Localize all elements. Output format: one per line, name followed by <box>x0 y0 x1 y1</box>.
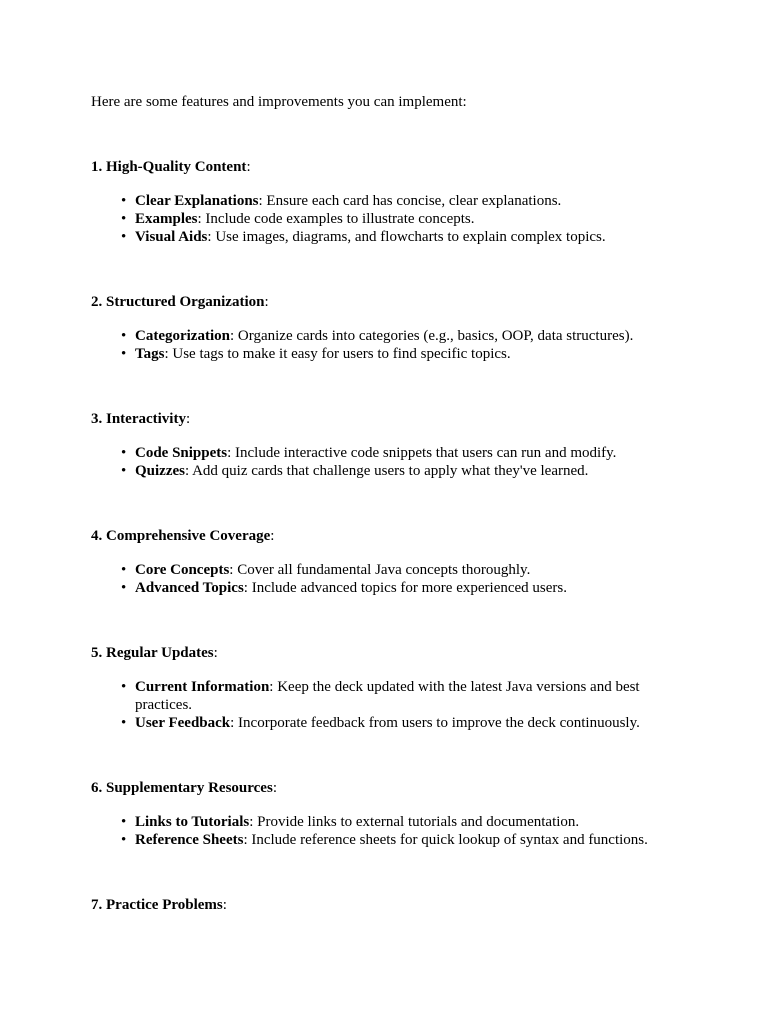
bullet-list <box>91 678 671 732</box>
list-item <box>121 714 671 732</box>
bullet-icon: • <box>121 814 127 830</box>
list-item-text: : Include interactive code snippets that users can run and modify. <box>227 445 617 461</box>
bullet-list <box>91 561 671 597</box>
bullet-icon: • <box>121 832 127 848</box>
list-item-term: Advanced Topics <box>135 580 244 596</box>
list-item-text: : Incorporate feedback from users to improve the deck continuously. <box>230 715 640 731</box>
list-item-term: Clear Explanations <box>135 193 259 209</box>
section-title-text: Regular Updates <box>106 645 214 661</box>
section-title <box>91 411 186 427</box>
section-heading <box>91 410 671 428</box>
section-heading-colon: : <box>185 411 191 427</box>
section-number: 2. <box>91 294 103 310</box>
section-heading <box>91 896 671 914</box>
list-item-text: : Cover all fundamental Java concepts thoroughly. <box>229 562 531 578</box>
section-number: 7. <box>91 897 103 913</box>
section-heading-colon: : <box>213 645 218 661</box>
section-heading <box>91 527 671 545</box>
list-item <box>121 210 671 228</box>
list-item <box>121 813 671 831</box>
list-item <box>121 228 671 246</box>
list-item <box>121 327 671 345</box>
list-item-text: : Include code examples to illustrate concepts. <box>197 211 475 227</box>
section-heading-colon: : <box>246 159 251 175</box>
list-item-text: : Use tags to make it easy for users to find specific topics. <box>164 346 511 362</box>
list-item-text: : Use images, diagrams, and flowcharts to explain complex topics. <box>207 229 606 245</box>
section-heading <box>91 779 671 797</box>
list-item-term: Current Information <box>135 679 270 695</box>
section-title <box>91 294 264 310</box>
list-item-text: : Provide links to external tutorials and documentation. <box>249 814 580 830</box>
bullet-icon: • <box>121 679 127 695</box>
section-heading <box>91 158 671 176</box>
bullet-list <box>91 192 671 246</box>
list-item-term: Core Concepts <box>135 562 230 578</box>
document-page <box>91 93 671 914</box>
feature-sections <box>91 158 671 914</box>
section-heading <box>91 293 671 311</box>
section-title-text: Practice Problems <box>106 897 223 913</box>
bullet-icon: • <box>121 211 127 227</box>
list-item <box>121 561 671 579</box>
list-item <box>121 345 671 363</box>
section-title <box>91 645 214 661</box>
list-item-term: Reference Sheets <box>135 832 244 848</box>
bullet-icon: • <box>121 463 127 479</box>
section-heading-colon: : <box>272 780 277 796</box>
bullet-icon: • <box>121 715 127 731</box>
section-heading-colon: : <box>270 528 275 544</box>
list-item-text: : Add quiz cards that challenge users to apply what they've learned. <box>185 463 589 479</box>
section-number: 1. <box>91 159 103 175</box>
section-title-text: Structured Organization <box>106 294 265 310</box>
list-item-text: : Organize cards into categories (e.g., basics, OOP, data structures). <box>229 328 634 344</box>
section-heading-colon: : <box>264 294 269 310</box>
list-item-term: Quizzes <box>135 463 185 479</box>
section-number: 5. <box>91 645 103 661</box>
intro-text: Here are some features and improvements you can implement: <box>91 94 467 110</box>
list-item-term: Code Snippets <box>135 445 228 461</box>
list-item <box>121 831 671 849</box>
list-item-text: : Include advanced topics for more experienced users. <box>243 580 567 596</box>
list-item <box>121 579 671 597</box>
list-item-term: User Feedback <box>135 715 231 731</box>
list-item <box>121 462 671 480</box>
bullet-list <box>91 327 671 363</box>
section-title-text: High-Quality Content <box>106 159 247 175</box>
bullet-icon: • <box>121 562 127 578</box>
section-heading <box>91 644 671 662</box>
list-item-term: Categorization <box>135 328 230 344</box>
bullet-list <box>91 444 671 480</box>
list-item-text: : Keep the deck updated with the latest Java versions and best practices. <box>135 679 640 713</box>
section-title <box>91 780 273 796</box>
list-item <box>121 192 671 210</box>
section-title-text: Supplementary Resources <box>106 780 273 796</box>
bullet-list <box>91 813 671 849</box>
section-title <box>91 897 223 913</box>
list-item <box>121 444 671 462</box>
section-number: 3. <box>91 411 103 427</box>
bullet-icon: • <box>121 346 127 362</box>
list-item-term: Examples <box>135 211 198 227</box>
list-item-term: Visual Aids <box>135 229 208 245</box>
bullet-icon: • <box>121 580 127 596</box>
section-heading-colon: : <box>222 897 227 913</box>
section-number: 4. <box>91 528 103 544</box>
list-item-text: : Include reference sheets for quick lookup of syntax and functions. <box>243 832 648 848</box>
bullet-icon: • <box>121 229 127 245</box>
section-title <box>91 528 270 544</box>
bullet-icon: • <box>121 328 127 344</box>
bullet-icon: • <box>121 445 127 461</box>
section-number: 6. <box>91 780 103 796</box>
list-item-term: Tags <box>135 346 165 362</box>
section-title <box>91 159 246 175</box>
bullet-icon: • <box>121 193 127 209</box>
section-title-text: Comprehensive Coverage <box>106 528 271 544</box>
section-title-text: Interactivity <box>106 411 186 427</box>
list-item-text: : Ensure each card has concise, clear explanations. <box>258 193 562 209</box>
list-item-term: Links to Tutorials <box>135 814 250 830</box>
list-item <box>121 678 671 714</box>
